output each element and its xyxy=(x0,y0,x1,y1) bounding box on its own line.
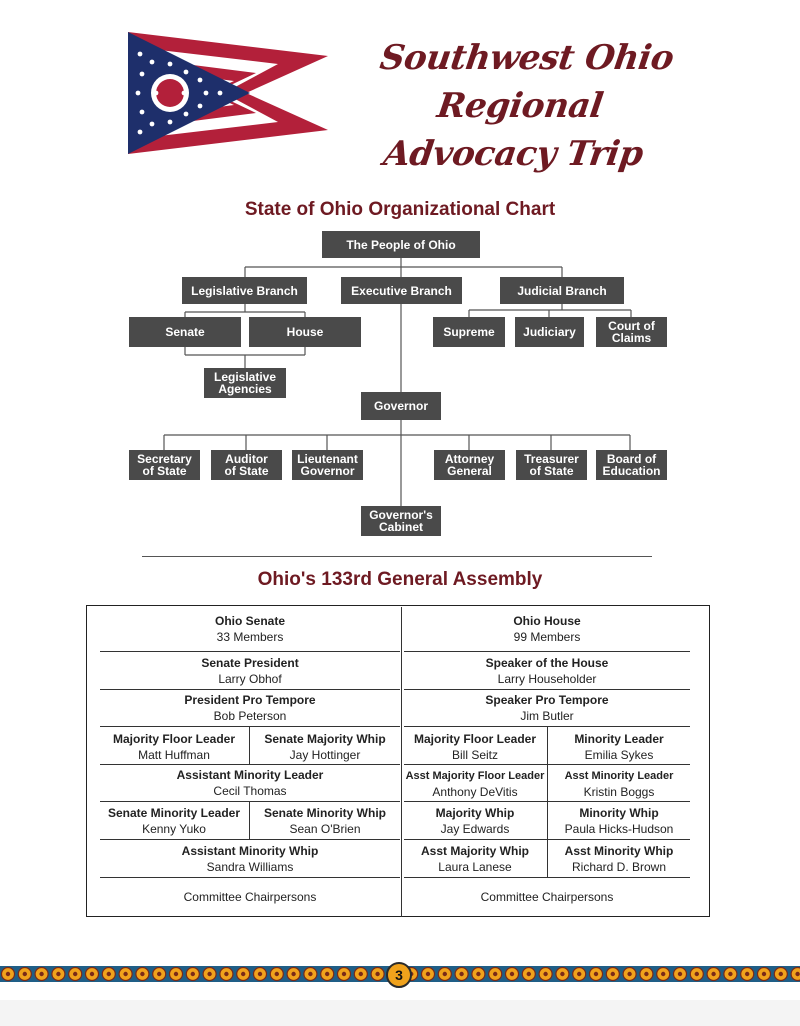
border-ornament-center xyxy=(73,972,77,976)
node-court-of-claims: Court of Claims xyxy=(596,317,667,347)
row-divider xyxy=(404,651,690,652)
border-ornament-center xyxy=(359,972,363,976)
border-ornament-center xyxy=(56,972,60,976)
row-divider xyxy=(100,801,400,802)
node-governors-cabinet: Governor's Cabinet xyxy=(361,506,441,536)
border-ornament-center xyxy=(6,972,10,976)
cell-title: Ohio House xyxy=(513,614,581,628)
border-ornament-center xyxy=(695,972,699,976)
node-lieutenant-governor: Lieutenant Governor xyxy=(292,450,363,480)
border-ornament-center xyxy=(90,972,94,976)
cell-senate-asst-minority-whip xyxy=(100,843,400,875)
cell-house-majority-floor-leader xyxy=(404,731,546,763)
border-ornament-center xyxy=(342,972,346,976)
cell-senate-minority-whip xyxy=(250,805,400,837)
border-ornament-center xyxy=(459,972,463,976)
border-ornament-center xyxy=(527,972,531,976)
border-ornament-center xyxy=(39,972,43,976)
cell-senate-majority-floor-leader xyxy=(100,731,248,763)
cell-name: Cecil Thomas xyxy=(213,784,287,798)
cell-title: Ohio Senate xyxy=(214,614,285,628)
border-ornament-center xyxy=(174,972,178,976)
cell-title: Speaker Pro Tempore xyxy=(485,693,609,707)
border-ornament-center xyxy=(493,972,497,976)
cell-name: Larry Obhof xyxy=(218,672,282,686)
cell-house-minority-leader xyxy=(548,731,690,763)
row-divider xyxy=(100,726,400,727)
border-ornament-center xyxy=(107,972,111,976)
node-supreme: Supreme xyxy=(433,317,505,347)
cell-name: Bob Peterson xyxy=(213,709,287,723)
node-people-of-ohio: The People of Ohio xyxy=(322,231,480,258)
border-ornament-center xyxy=(779,972,783,976)
ohio-flag-icon xyxy=(128,32,328,154)
border-ornament-center xyxy=(375,972,379,976)
node-house: House xyxy=(249,317,361,347)
cell-name: 33 Members xyxy=(216,630,284,644)
cell-name: Committee Chairpersons xyxy=(183,890,317,904)
border-ornament-center xyxy=(762,972,766,976)
row-divider xyxy=(100,839,400,840)
border-ornament-center xyxy=(140,972,144,976)
cell-name: 99 Members xyxy=(513,630,581,644)
cell-senate-minority-leader xyxy=(100,805,248,837)
cell-name: Kristin Boggs xyxy=(583,785,655,799)
cell-title: Assistant Minority Leader xyxy=(176,768,324,782)
node-senate: Senate xyxy=(129,317,241,347)
node-secretary-of-state: Secretary of State xyxy=(129,450,200,480)
border-ornament-center xyxy=(23,972,27,976)
cell-senate-president xyxy=(100,655,400,687)
cell-title: Majority Floor Leader xyxy=(413,732,537,746)
border-ornament-center xyxy=(661,972,665,976)
cell-house-asst-majority-floor-leader xyxy=(404,768,546,800)
border-ornament-center xyxy=(627,972,631,976)
trip-title-line1: Southwest Ohio Regional xyxy=(377,38,676,126)
cell-name: Larry Householder xyxy=(497,672,597,686)
cell-president-pro-tempore xyxy=(100,692,400,724)
cell-title: Senate Minority Whip xyxy=(263,806,386,820)
border-ornament-center xyxy=(157,972,161,976)
cell-name: Jay Hottinger xyxy=(289,748,361,762)
cell-ohio-senate xyxy=(100,613,400,645)
row-divider xyxy=(100,651,400,652)
border-ornament-center xyxy=(611,972,615,976)
border-ornament-center xyxy=(224,972,228,976)
cell-title: Asst Majority Floor Leader xyxy=(405,770,545,782)
border-ornament-center xyxy=(443,972,447,976)
section-divider xyxy=(142,556,652,557)
cell-speaker-pro-tempore xyxy=(404,692,690,724)
row-divider xyxy=(100,689,400,690)
cell-title: Asst Minority Leader xyxy=(564,770,674,782)
page-number: 3 xyxy=(386,962,412,988)
border-ornament-center xyxy=(711,972,715,976)
cell-name: Sandra Williams xyxy=(206,860,294,874)
cell-title: Senate President xyxy=(201,656,299,670)
cell-name: Laura Lanese xyxy=(438,860,512,874)
cell-name: Matt Huffman xyxy=(138,748,210,762)
cell-senate-majority-whip xyxy=(250,731,400,763)
trip-title-line2: Advocacy Trip xyxy=(381,134,646,174)
assembly-title: Ohio's 133rd General Assembly xyxy=(257,569,543,590)
node-judiciary: Judiciary xyxy=(515,317,584,347)
border-ornament-center xyxy=(325,972,329,976)
cell-name: Paula Hicks-Hudson xyxy=(564,822,674,836)
cell-name: Jim Butler xyxy=(520,709,574,723)
border-ornament-center xyxy=(644,972,648,976)
cell-senate-committee xyxy=(100,889,400,905)
border-ornament-center xyxy=(426,972,430,976)
cell-name: Jay Edwards xyxy=(440,822,510,836)
cell-title: Assistant Minority Whip xyxy=(181,844,319,858)
cell-name: Kenny Yuko xyxy=(142,822,206,836)
cell-title: Speaker of the House xyxy=(485,656,609,670)
border-ornament-center xyxy=(275,972,279,976)
border-ornament-center xyxy=(241,972,245,976)
cell-house-majority-whip xyxy=(404,805,546,837)
node-treasurer-of-state: Treasurer of State xyxy=(516,450,587,480)
cell-name: Anthony DeVitis xyxy=(432,785,518,799)
row-divider xyxy=(100,877,400,878)
border-ornament-center xyxy=(207,972,211,976)
row-divider xyxy=(404,689,690,690)
node-board-of-education: Board of Education xyxy=(596,450,667,480)
border-ornament-center xyxy=(594,972,598,976)
node-governor: Governor xyxy=(361,392,441,420)
border-ornament-center xyxy=(258,972,262,976)
node-legislative-agencies: Legislative Agencies xyxy=(204,368,286,398)
cell-name: Richard D. Brown xyxy=(571,860,667,874)
node-auditor-of-state: Auditor of State xyxy=(211,450,282,480)
cell-title: President Pro Tempore xyxy=(184,693,316,707)
table-center-divider xyxy=(401,607,402,917)
node-executive-branch: Executive Branch xyxy=(341,277,462,304)
cell-house-asst-minority-whip xyxy=(548,843,690,875)
cell-ohio-house xyxy=(404,613,690,645)
footer-strip xyxy=(0,1000,800,1026)
cell-speaker xyxy=(404,655,690,687)
border-ornament-center xyxy=(745,972,749,976)
cell-house-asst-majority-whip xyxy=(404,843,546,875)
cell-senate-asst-minority-leader xyxy=(100,767,400,799)
border-ornament-center xyxy=(795,972,799,976)
cell-name: Emilia Sykes xyxy=(584,748,654,762)
border-ornament-center xyxy=(543,972,547,976)
cell-name: Committee Chairpersons xyxy=(480,890,614,904)
cell-title: Minority Leader xyxy=(574,732,664,746)
trip-title xyxy=(330,34,710,178)
border-ornament-center xyxy=(123,972,127,976)
border-ornament-center xyxy=(560,972,564,976)
cell-house-minority-whip xyxy=(548,805,690,837)
cell-title: Senate Minority Leader xyxy=(107,806,241,820)
node-judicial-branch: Judicial Branch xyxy=(500,277,624,304)
cell-title: Asst Minority Whip xyxy=(564,844,674,858)
border-ornament-center xyxy=(678,972,682,976)
border-ornament-center xyxy=(728,972,732,976)
cell-house-committee xyxy=(404,889,690,905)
node-legislative-branch: Legislative Branch xyxy=(182,277,307,304)
cell-title: Senate Majority Whip xyxy=(264,732,386,746)
border-ornament-center xyxy=(191,972,195,976)
row-divider xyxy=(100,764,400,765)
node-attorney-general: Attorney General xyxy=(434,450,505,480)
cell-name: Bill Seitz xyxy=(451,748,498,762)
border-ornament-center xyxy=(476,972,480,976)
border-ornament-center xyxy=(577,972,581,976)
cell-title: Asst Majority Whip xyxy=(420,844,529,858)
org-chart-title: State of Ohio Organizational Chart xyxy=(244,199,556,220)
cell-title: Majority Floor Leader xyxy=(112,732,236,746)
row-divider xyxy=(404,877,690,878)
border-ornament-center xyxy=(308,972,312,976)
border-ornament-center xyxy=(291,972,295,976)
border-ornament-center xyxy=(510,972,514,976)
cell-name: Sean O'Brien xyxy=(289,822,361,836)
cell-title: Majority Whip xyxy=(435,806,515,820)
cell-title: Minority Whip xyxy=(579,806,659,820)
cell-house-asst-minority-leader xyxy=(548,768,690,800)
